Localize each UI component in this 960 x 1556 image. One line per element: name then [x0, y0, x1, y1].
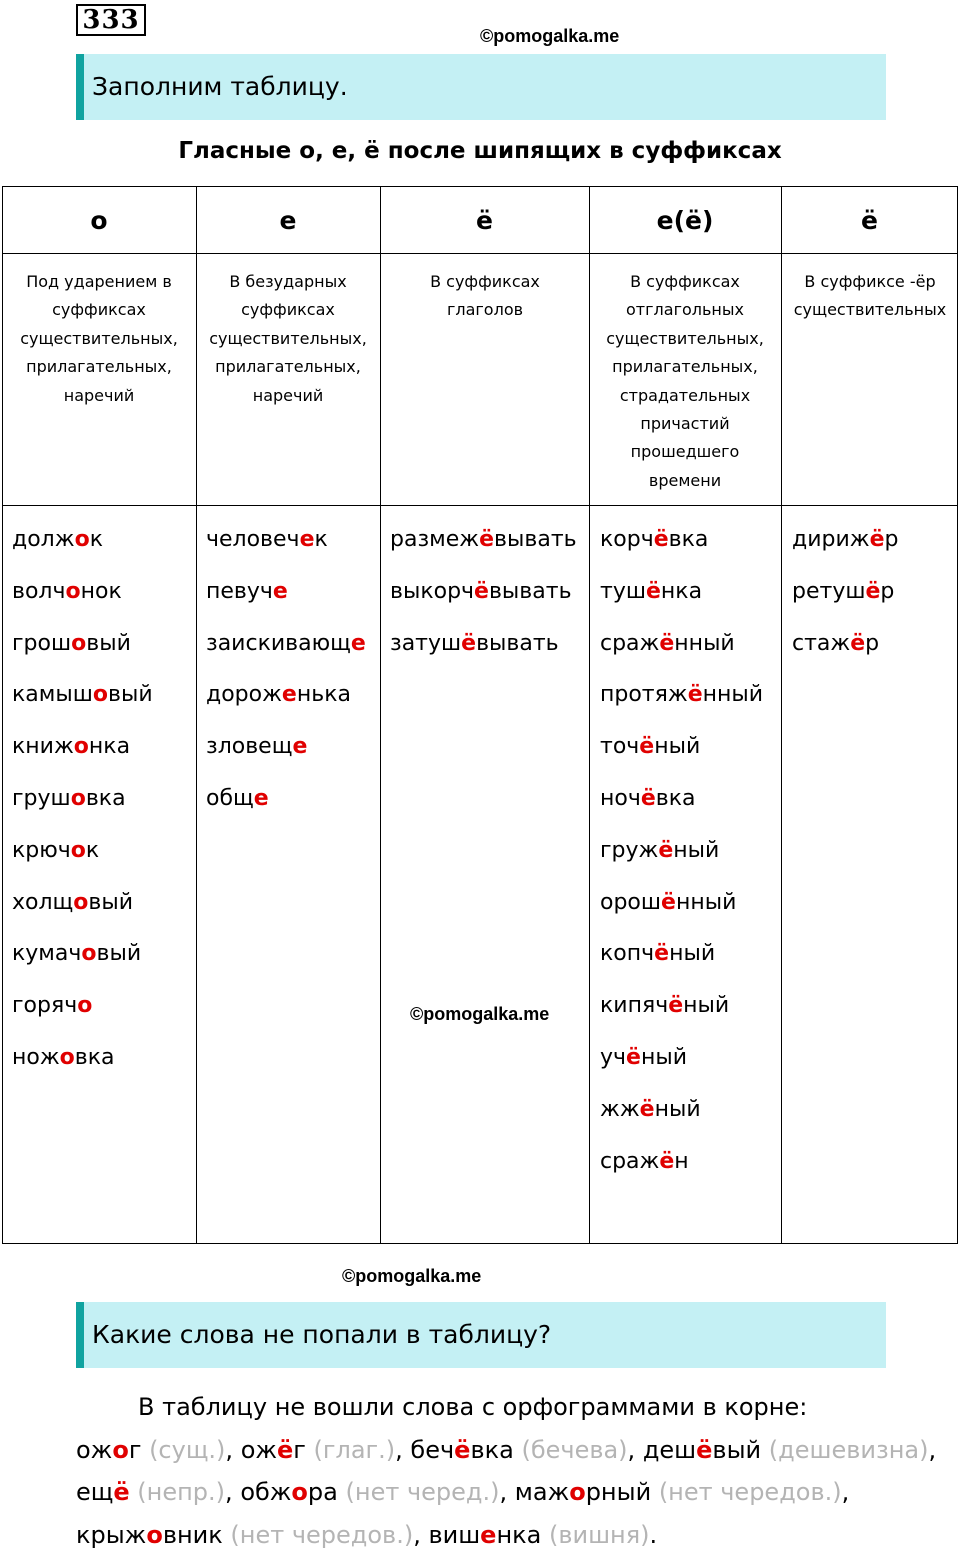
answer-word-stem: ещ [76, 1478, 113, 1506]
word-stem: певуч [206, 579, 273, 604]
word-ending: ный [669, 941, 715, 966]
word-stem: кипяч [600, 993, 668, 1018]
highlighted-vowel: ё [659, 631, 674, 656]
answer-lead: В таблицу не вошли слова с орфограммами в корне: [76, 1386, 956, 1429]
separator: , [225, 1478, 240, 1506]
highlighted-vowel: ё [688, 682, 703, 707]
highlighted-vowel: ё [474, 579, 489, 604]
column-head-yo-verbs: ё [380, 192, 589, 250]
desc-divider [2, 505, 958, 506]
word-item [600, 720, 763, 772]
watermark-top: ©pomogalka.me [480, 26, 619, 47]
word-ending: вый [86, 631, 131, 656]
word-ending: вывать [489, 579, 572, 604]
highlighted-vowel: о [71, 631, 86, 656]
answer-word-stem: деш [643, 1436, 696, 1464]
answer-note: (бечева) [521, 1436, 627, 1464]
answer-word-stem: ож [76, 1436, 112, 1464]
word-item [600, 979, 763, 1031]
column-desc-o: Под ударением в суффиксах существительных, прилагательных, наречий [12, 268, 186, 410]
highlighted-vowel: ё [659, 1149, 674, 1174]
word-ending: вка [656, 786, 696, 811]
separator: . [650, 1521, 658, 1549]
word-ending: к [314, 527, 327, 552]
highlighted-vowel: е [351, 631, 366, 656]
word-ending: вый [108, 682, 153, 707]
answer-word-stem: виш [428, 1521, 480, 1549]
word-ending: нок [81, 579, 122, 604]
separator: , [499, 1478, 514, 1506]
word-ending: к [90, 527, 103, 552]
highlighted-vowel: о [77, 993, 92, 1018]
word-item [600, 1135, 763, 1187]
word-item [12, 1031, 153, 1083]
highlighted-vowel: о [74, 734, 89, 759]
highlighted-vowel: ё [639, 734, 654, 759]
highlighted-vowel: ё [865, 579, 880, 604]
word-stem: холщ [12, 890, 73, 915]
word-stem: выкорч [390, 579, 474, 604]
word-ending: к [86, 838, 99, 863]
word-item [206, 513, 366, 565]
highlighted-vowel: о [73, 890, 88, 915]
answer-word-stem: маж [515, 1478, 569, 1506]
answer-word-ending: ра [308, 1478, 338, 1506]
answer-paragraph [76, 1386, 956, 1556]
answer-word-stem: ож [241, 1436, 277, 1464]
answer-word-ending: рный [586, 1478, 651, 1506]
word-stem: книж [12, 734, 74, 759]
instruction-text: Заполним таблицу. [92, 72, 348, 101]
word-stem: заискивающ [206, 631, 351, 656]
word-item [12, 617, 153, 669]
word-stem: копч [600, 941, 654, 966]
word-stem: стаж [792, 631, 850, 656]
word-ending: нный [703, 682, 763, 707]
answer-word-stem: обж [240, 1478, 291, 1506]
word-ending: вка [75, 1045, 115, 1070]
separator: , [928, 1436, 936, 1464]
column-desc-yo-nouns: В суффиксе -ёр существительных [786, 268, 954, 325]
word-item [792, 565, 898, 617]
word-list-e [206, 513, 366, 824]
highlighted-vowel: о [75, 527, 90, 552]
word-stem: горяч [12, 993, 77, 1018]
highlighted-vowel: ё [640, 1097, 655, 1122]
word-stem: камыш [12, 682, 93, 707]
answer-note: (глаг.) [314, 1436, 396, 1464]
word-stem: кумач [12, 941, 81, 966]
word-ending: вка [86, 786, 126, 811]
answer-note: (сущ.) [149, 1436, 225, 1464]
word-item [12, 824, 153, 876]
word-item [12, 668, 153, 720]
separator: , [628, 1436, 643, 1464]
word-item [792, 513, 898, 565]
highlighted-vowel: ё [661, 890, 676, 915]
highlighted-vowel: о [71, 786, 86, 811]
highlighted-vowel: о [71, 838, 86, 863]
word-stem: нож [12, 1045, 60, 1070]
highlighted-vowel: о [60, 1045, 75, 1070]
exercise-number: 333 [76, 4, 146, 36]
word-ending: ный [641, 1045, 687, 1070]
highlighted-vowel: ё [641, 786, 656, 811]
answer-word-ending: вник [163, 1521, 223, 1549]
highlighted-vowel: о [66, 579, 81, 604]
column-head-yo-nouns: ё [781, 192, 958, 250]
separator: , [413, 1521, 428, 1549]
word-ending: нька [297, 682, 351, 707]
word-ending: ный [683, 993, 729, 1018]
column-divider [589, 186, 590, 1244]
word-list-yo-nouns [792, 513, 898, 668]
highlighted-vowel: ё [479, 527, 494, 552]
word-ending: вый [97, 941, 142, 966]
word-ending: нка [661, 579, 702, 604]
word-item [12, 720, 153, 772]
highlighted-vowel: е [273, 579, 288, 604]
word-stem: долж [12, 527, 75, 552]
highlighted-vowel: ё [870, 527, 885, 552]
highlighted-vowel: е [282, 682, 297, 707]
header-divider [2, 253, 958, 254]
answer-word-stem: беч [410, 1436, 454, 1464]
word-item [206, 772, 366, 824]
word-item [12, 513, 153, 565]
word-stem: волч [12, 579, 66, 604]
question-banner [76, 1302, 886, 1368]
answer-highlighted-vowel: е [480, 1521, 496, 1549]
word-stem: зловещ [206, 734, 292, 759]
column-desc-e-yo: В суффиксах отглагольных существительных, прилагательных, страдательных причастий прошедшего времени [597, 268, 773, 495]
answer-highlighted-vowel: ё [696, 1436, 712, 1464]
word-ending: ный [655, 1097, 701, 1122]
highlighted-vowel: ё [646, 579, 661, 604]
answer-word-ending: вка [470, 1436, 513, 1464]
word-stem: размеж [390, 527, 479, 552]
word-item [600, 668, 763, 720]
word-item [12, 927, 153, 979]
word-list-o [12, 513, 153, 1083]
word-ending: вка [669, 527, 709, 552]
column-divider [781, 186, 782, 1244]
word-item [390, 513, 577, 565]
word-ending: нка [89, 734, 130, 759]
word-stem: жж [600, 1097, 640, 1122]
column-desc-yo-verbs: В суффиксах глаголов [400, 268, 570, 325]
word-item [600, 927, 763, 979]
answer-note: (дешевизна) [769, 1436, 929, 1464]
column-divider [380, 186, 381, 1244]
highlighted-vowel: ё [658, 838, 673, 863]
answer-word-ending: нка [496, 1521, 541, 1549]
word-item [206, 617, 366, 669]
word-item [600, 876, 763, 928]
word-list-e-yo [600, 513, 763, 1186]
highlighted-vowel: ё [626, 1045, 641, 1070]
word-ending: р [885, 527, 899, 552]
instruction-banner [76, 54, 886, 120]
answer-word-ending: г [293, 1436, 306, 1464]
highlighted-vowel: ё [461, 631, 476, 656]
watermark-lower: ©pomogalka.me [342, 1266, 481, 1287]
answer-words [76, 1429, 956, 1556]
word-ending: вый [88, 890, 133, 915]
column-head-o: о [2, 192, 196, 250]
word-stem: человеч [206, 527, 300, 552]
word-item [792, 617, 898, 669]
word-ending: р [865, 631, 879, 656]
word-item [600, 1031, 763, 1083]
word-stem: дорож [206, 682, 282, 707]
word-stem: дириж [792, 527, 870, 552]
answer-note: (нет чередов.) [230, 1521, 413, 1549]
word-item [206, 720, 366, 772]
word-stem: общ [206, 786, 254, 811]
word-ending: р [880, 579, 894, 604]
word-item [206, 668, 366, 720]
separator: , [225, 1436, 240, 1464]
separator: , [842, 1478, 850, 1506]
answer-highlighted-vowel: о [146, 1521, 163, 1549]
question-text: Какие слова не попали в таблицу? [92, 1320, 551, 1349]
column-divider [196, 186, 197, 1244]
answer-highlighted-vowel: о [112, 1436, 129, 1464]
answer-highlighted-vowel: ё [113, 1478, 129, 1506]
word-stem: точ [600, 734, 639, 759]
answer-word-ending: г [129, 1436, 142, 1464]
answer-note: (нет чередов.) [659, 1478, 842, 1506]
word-ending: нный [674, 631, 734, 656]
answer-highlighted-vowel: о [569, 1478, 586, 1506]
column-head-e-yo: е(ё) [589, 192, 781, 250]
word-stem: туш [600, 579, 646, 604]
word-item [12, 876, 153, 928]
word-ending: н [674, 1149, 688, 1174]
highlighted-vowel: е [300, 527, 315, 552]
watermark-middle: ©pomogalka.me [410, 1004, 549, 1025]
word-item [390, 617, 577, 669]
answer-highlighted-vowel: ё [277, 1436, 293, 1464]
word-stem: уч [600, 1045, 626, 1070]
word-ending: ный [673, 838, 719, 863]
answer-word-stem: крыж [76, 1521, 146, 1549]
highlighted-vowel: о [81, 941, 96, 966]
word-item [600, 772, 763, 824]
highlighted-vowel: ё [850, 631, 865, 656]
separator: , [395, 1436, 410, 1464]
highlighted-vowel: е [292, 734, 307, 759]
word-stem: груш [12, 786, 71, 811]
word-item [600, 565, 763, 617]
word-stem: груж [600, 838, 658, 863]
word-list-yo-verbs [390, 513, 577, 668]
word-item [600, 513, 763, 565]
word-ending: нный [676, 890, 736, 915]
word-stem: ноч [600, 786, 641, 811]
word-item [600, 824, 763, 876]
word-item [600, 1083, 763, 1135]
word-ending: вывать [476, 631, 559, 656]
word-ending: ный [654, 734, 700, 759]
highlighted-vowel: е [254, 786, 269, 811]
word-stem: ретуш [792, 579, 865, 604]
highlighted-vowel: о [93, 682, 108, 707]
word-stem: затуш [390, 631, 461, 656]
word-item [390, 565, 577, 617]
word-stem: орош [600, 890, 661, 915]
word-stem: протяж [600, 682, 688, 707]
answer-note: (вишня) [549, 1521, 650, 1549]
answer-highlighted-vowel: о [291, 1478, 308, 1506]
word-item [600, 617, 763, 669]
answer-note: (непр.) [137, 1478, 225, 1506]
answer-note: (нет черед.) [346, 1478, 500, 1506]
word-stem: крюч [12, 838, 71, 863]
column-desc-e: В безударных суффиксах существительных, прилагательных, наречий [204, 268, 372, 410]
word-stem: корч [600, 527, 654, 552]
column-head-e: е [196, 192, 380, 250]
word-item [12, 979, 153, 1031]
word-item [206, 565, 366, 617]
word-stem: грош [12, 631, 71, 656]
word-ending: вывать [494, 527, 577, 552]
word-item [12, 565, 153, 617]
table-title: Гласные о, е, ё после шипящих в суффиксах [0, 138, 960, 164]
highlighted-vowel: ё [668, 993, 683, 1018]
word-stem: сраж [600, 631, 659, 656]
answer-highlighted-vowel: ё [454, 1436, 470, 1464]
word-item [12, 772, 153, 824]
highlighted-vowel: ё [654, 941, 669, 966]
answer-word-ending: вый [712, 1436, 761, 1464]
highlighted-vowel: ё [654, 527, 669, 552]
word-stem: сраж [600, 1149, 659, 1174]
